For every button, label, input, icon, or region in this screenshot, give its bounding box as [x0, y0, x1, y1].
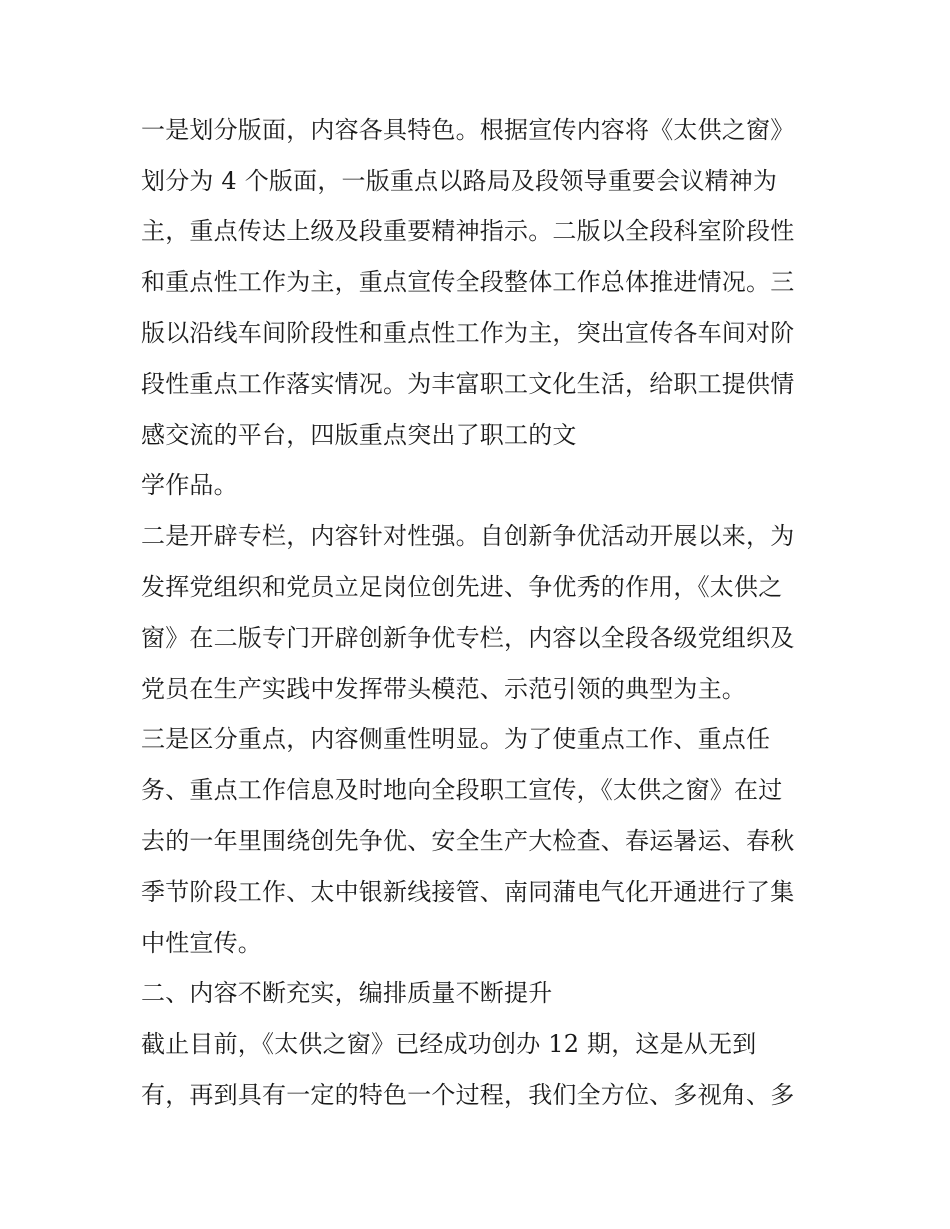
text-line: 中性宣传。	[141, 929, 262, 957]
text-line: 学作品。	[141, 471, 238, 499]
text-line: 三是区分重点，内容侧重性明显。为了使重点工作、重点任	[141, 725, 771, 753]
text-line: 主，重点传达上级及段重要精神指示。二版以全段科室阶段性	[141, 217, 795, 245]
text-line: 一是划分版面，内容各具特色。根据宣传内容将《太供之窗》	[141, 116, 795, 144]
text-line: 段性重点工作落实情况。为丰富职工文化生活，给职工提供情	[141, 370, 795, 398]
text-line: 季节阶段工作、太中银新线接管、南同蒲电气化开通进行了集	[141, 878, 795, 906]
text-line: 发挥党组织和党员立足岗位创先进、争优秀的作用，《太供之	[141, 573, 783, 601]
text-line: 党员在生产实践中发挥带头模范、示范引领的典型为主。	[141, 675, 746, 703]
text-line: 版以沿线车间阶段性和重点性工作为主，突出宣传各车间对阶	[141, 319, 795, 347]
text-line: 务、重点工作信息及时地向全段职工宣传，《太供之窗》在过	[141, 776, 783, 804]
text-line: 和重点性工作为主，重点宣传全段整体工作总体推进情况。三	[141, 268, 795, 296]
text-line: 划分为 4 个版面，一版重点以路局及段领导重要会议精神为	[141, 167, 778, 195]
text-line: 二是开辟专栏，内容针对性强。自创新争优活动开展以来，为	[141, 522, 795, 550]
text-line: 截止目前，《太供之窗》已经成功创办 12 期，这是从无到	[141, 1030, 757, 1058]
text-line: 去的一年里围绕创先争优、安全生产大检查、春运暑运、春秋	[141, 827, 795, 855]
section-heading: 二、内容不断充实，编排质量不断提升	[141, 979, 553, 1007]
text-line: 窗》在二版专门开辟创新争优专栏，内容以全段各级党组织及	[141, 624, 795, 652]
text-line: 有，再到具有一定的特色一个过程，我们全方位、多视角、多	[141, 1081, 795, 1109]
text-line: 感交流的平台，四版重点突出了职工的文	[141, 421, 577, 449]
